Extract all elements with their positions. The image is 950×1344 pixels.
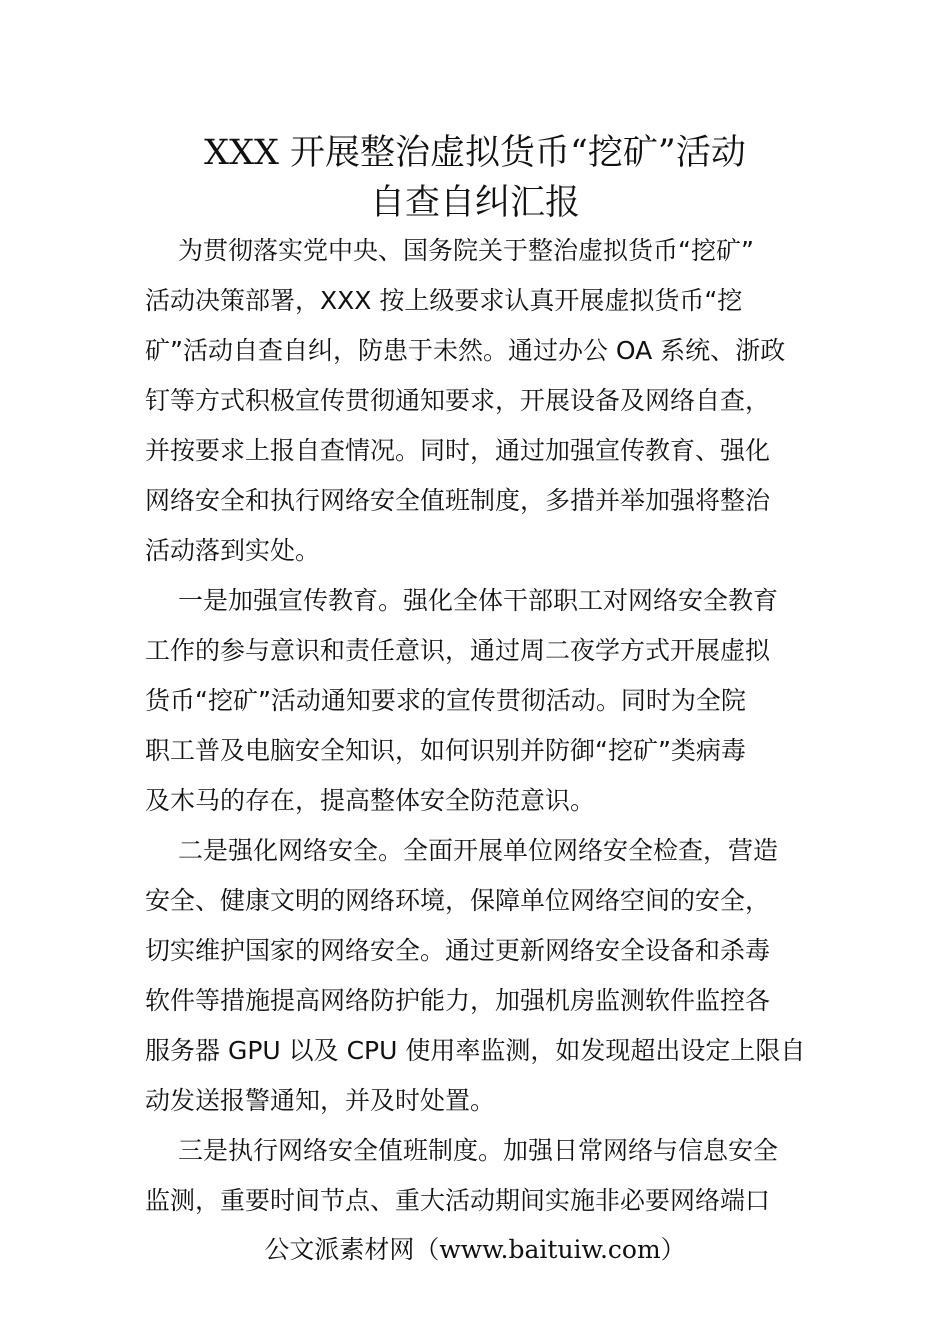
text-line: 活动决策部署，XXX 按上级要求认真开展虚拟货币“挖 <box>145 286 743 315</box>
text-line: 二是强化网络安全。全面开展单位网络安全检查，营造 <box>178 836 779 865</box>
document-title-line-2: 自查自纠汇报 <box>369 183 580 223</box>
paragraph-intro <box>145 226 805 576</box>
document-title-line-1: XXX 开展整治虚拟货币“挖矿”活动 <box>204 133 746 173</box>
text-line: 及木马的存在，提高整体安全防范意识。 <box>145 786 596 815</box>
text-line: 为贯彻落实党中央、国务院关于整治虚拟货币“挖矿” <box>178 236 754 265</box>
text-line: 监测，重要时间节点、重大活动期间实施非必要网络端口 <box>145 1186 771 1215</box>
document-body <box>145 226 805 1226</box>
text-line: 并按要求上报自查情况。同时，通过加强宣传教育、强化 <box>145 436 771 465</box>
text-line: 矿”活动自查自纠，防患于未然。通过办公 OA 系统、浙政 <box>145 336 786 365</box>
document-footer: 公文派素材网（www.baituiw.com） <box>264 1235 686 1264</box>
paragraph-network-security <box>145 826 805 1126</box>
paragraph-publicity-education <box>145 576 805 826</box>
text-line: 钉等方式积极宣传贯彻通知要求，开展设备及网络自查， <box>145 386 771 415</box>
text-line: 货币“挖矿”活动通知要求的宣传贯彻活动。同时为全院 <box>145 686 746 715</box>
text-line: 一是加强宣传教育。强化全体干部职工对网络安全教育 <box>178 586 779 615</box>
text-line: 软件等措施提高网络防护能力，加强机房监测软件监控各 <box>145 986 771 1015</box>
text-line: 三是执行网络安全值班制度。加强日常网络与信息安全 <box>178 1136 779 1165</box>
text-line: 职工普及电脑安全知识，如何识别并防御“挖矿”类病毒 <box>145 736 746 765</box>
text-line: 活动落到实处。 <box>145 536 321 565</box>
text-line: 安全、健康文明的网络环境，保障单位网络空间的安全， <box>145 886 771 915</box>
text-line: 网络安全和执行网络安全值班制度，多措并举加强将整治 <box>145 486 771 515</box>
paragraph-duty-system <box>145 1126 805 1226</box>
text-line: 服务器 GPU 以及 CPU 使用率监测，如发现超出设定上限自 <box>145 1036 806 1065</box>
text-line: 动发送报警通知，并及时处置。 <box>145 1086 496 1115</box>
text-line: 切实维护国家的网络安全。通过更新网络安全设备和杀毒 <box>145 936 771 965</box>
text-line: 工作的参与意识和责任意识，通过周二夜学方式开展虚拟 <box>145 636 771 665</box>
